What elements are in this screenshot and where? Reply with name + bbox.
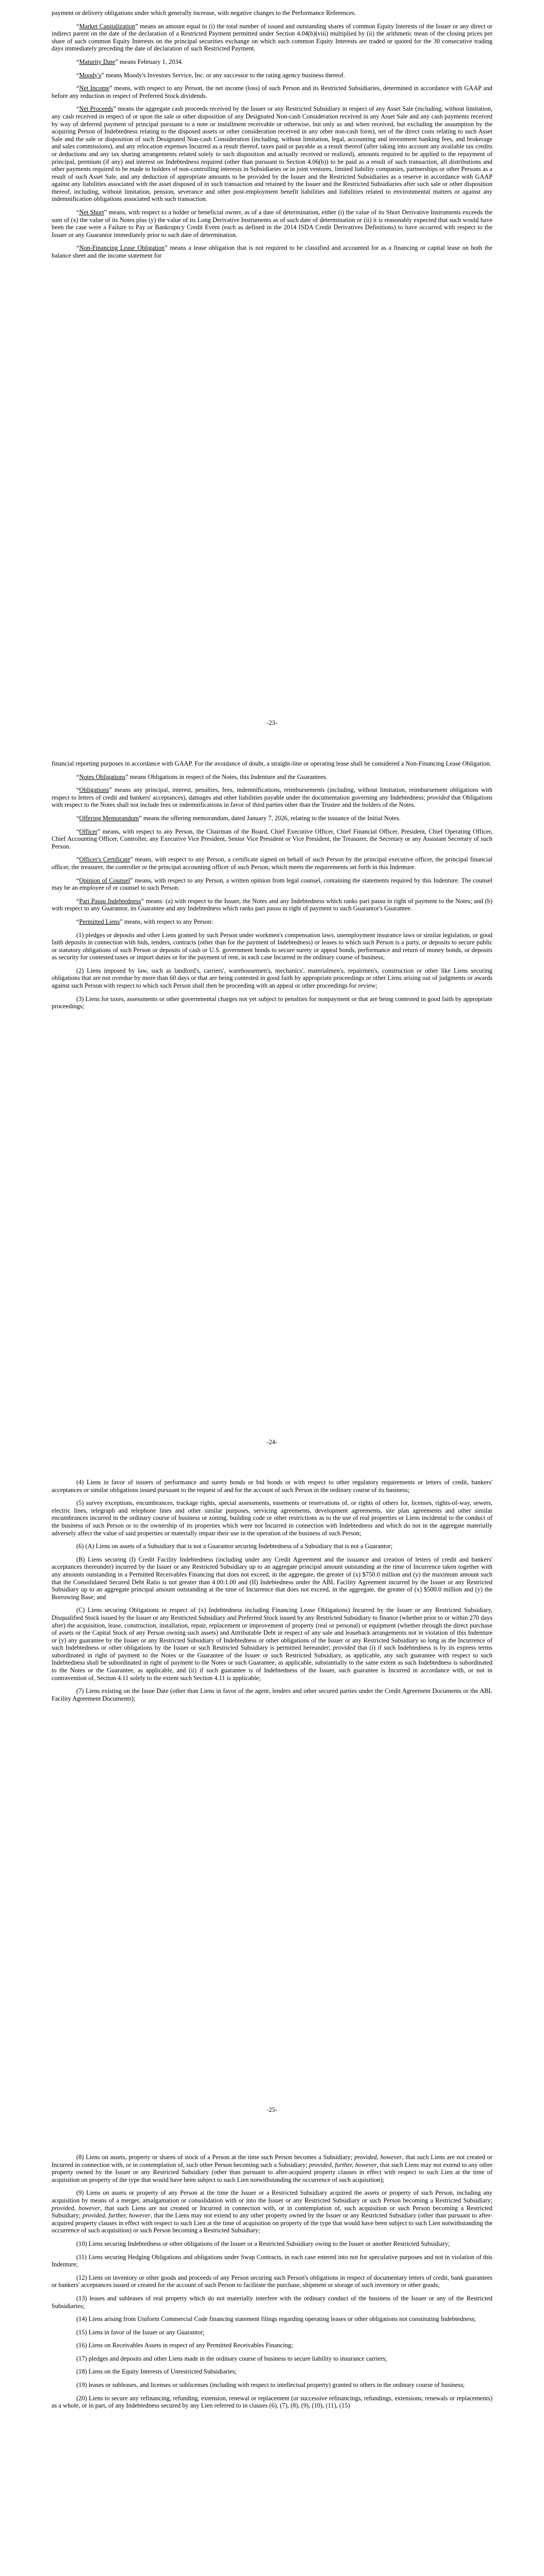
paragraph-text: (16) Liens on Receivables Assets in respect of any Permitted Receivables Financing; — [76, 2342, 293, 2349]
paragraph-text: (9) Liens on assets or property of any Person at the time the Issuer or a Restricted Subsidiary acquired the assets or property of such Person, including any acquisition by means of a merger, amalgamation or consolidation with or into the Issuer or any Restricted Subsidiary or such Person becoming a Restricted Subsidiary; — [52, 2189, 492, 2204]
paragraph-text: (6) (A) Liens on assets of a Subsidiary that is not a Guarantor securing Indebtedness of a Subsidiary that is not a Guarantor; — [76, 1543, 393, 1550]
proviso-emphasis: provided, further, however — [309, 2161, 377, 2168]
defined-term: Obligations — [79, 786, 109, 794]
list-clause-paragraph — [52, 2253, 492, 2268]
document-page-26 — [0, 2154, 544, 2576]
list-clause-paragraph — [52, 2355, 492, 2363]
paragraph-text: (8) Liens on assets, property or shares of stock of a Person at the time such Person becomes a Subsidiary; — [76, 2154, 355, 2161]
paragraph-text: (4) Liens in favor of issuers of performance and surety bonds or bid bonds or with respect to other regulatory requirements or letters of credit, bankers' acceptances or similar obligations issued pursuant to the request of and for the account of such Person in the ordinary course of its business; — [52, 1479, 492, 1494]
paragraph-text-tail: , that such Liens may not extend to any other property owned by the Issuer or any Restricted Subsidiary (other than pursuant to after-acquired property clauses in effect with respect to such Lien at the time of acquisition on property of the type that would have been subject to such Lien notwithstanding the occurrence of such acquisition); — [52, 2161, 492, 2183]
defined-term: Officer — [79, 827, 98, 835]
page-number-25: -25- — [267, 2106, 277, 2113]
paragraph-text: means, with respect to any Person, a written opinion from legal counsel, containing the statements required by this Indenture. The counsel may be an employee of or counsel to such Person. — [52, 876, 492, 892]
paragraph-text-tail: that (i) if such Indebtedness is by its express terms subordinated in right of payment to the Notes or the Guarantee of the Issuer or such Restricted Subsidiary, as applicable, any such guarantee with respect to such Indebtedness shall be subordinated in right of payment to the Notes or such Guarantee, as applicable, substantially to the same extent as such Indebtedness is subordinated to the Notes or the Guarantee, as applicable, and (ii) if such guarantee is of Indebtedness of the Issuer, such guarantee is Incurred in accordance with, or not in contravention of, Section 4.11 solely to the extent such Section 4.11 is applicable; — [52, 1644, 492, 1682]
list-clause-paragraph — [52, 2395, 492, 2410]
paragraph-text: (7) Liens existing on the Issue Date (other than Liens in favor of the agent, lenders and other secured parties under the Credit Agreement Documents or the ABL Facility Agreement Documents); — [52, 1687, 492, 1702]
paragraph-text: means Moody's Investors Service, Inc. or any successor to the rating agency business thereof. — [104, 71, 345, 79]
paragraph-text-tail: that Obligations with respect to the Notes shall not include fees or indemnifications in favor of third parties other than the Trustee and the holders of the Notes. — [52, 793, 492, 809]
list-clause-paragraph — [52, 2342, 492, 2349]
paragraph-text: (3) Liens for taxes, assessments or other governmental charges not yet subject to penalties for nonpayment or that are being contested in good faith by appropriate proceedings; — [52, 995, 492, 1010]
defined-term: Officer's Certificate — [79, 856, 130, 863]
list-clause-paragraph — [52, 2154, 492, 2183]
list-clause-paragraph — [52, 2329, 492, 2336]
paragraph-text: means February 1, 2034. — [118, 58, 183, 65]
proviso-emphasis: provided, further, however — [83, 2212, 151, 2219]
definition-paragraph: “Officer” means, with respect to any Person, the Chairman of the Board, Chief Executive Officer, Chief Financial Officer, President, Chief Operating Officer, Chief Accounting Officer, Controller, any Executive Vice President, Senior Vice President or Vice President, the Treasurer, the Secretary or any Assistant Secretary of such Person. — [52, 827, 492, 850]
definition-paragraph: “Net Short” means, with respect to a holder or beneficial owner, as of a date of determination, either (i) the value of its Short Derivative Instruments exceeds the sum of (x) the value of its Notes plus (y) the value of its Long Derivative Instruments as of such date of determination or (ii) it is reasonably expected that such would have been the case were a Failure to Pay or Bankruptcy Credit Event (each as defined in the 2014 ISDA Credit Derivatives Definitions) to have occurred with respect to the Issuer or any Guarantor immediately prior to such date of determination. — [52, 209, 492, 239]
defined-term: Moody's — [79, 71, 102, 79]
document-page-24 — [0, 760, 544, 1425]
continuation-paragraph — [52, 760, 492, 768]
definition-paragraph: “Offering Memorandum” means the offering memorandum, dated January 7, 2026, relating to the issuance of the Initial Notes. — [76, 814, 401, 822]
defined-term: Opinion of Counsel — [79, 876, 130, 884]
paragraph-text: means a lease obligation that is not required to be classified and accounted for as a financing or capital lease on both the balance sheet and the income statement for — [52, 244, 492, 260]
paragraph-text: (14) Liens arising from Uniform Commercial Code financing statement filings regarding operating leases or other obligations not constituting Indebtedness; — [76, 2315, 476, 2323]
paragraph-text: (1) pledges or deposits and other Liens granted by such Person under workmen's compensation laws, unemployment insurance laws or similar legislation, or good faith deposits in connection with bids, tenders, contracts (other than for the payment of Indebtedness) or leases to which such Person is a party, or deposits to secure public or statutory obligations of such Person or deposits of cash or U.S. government bonds to secure surety or appeal bonds, performance and return of money bonds, or deposits as security for contested taxes or import duties or for the payment of rent, in each case Incurred in the ordinary course of business; — [52, 931, 492, 961]
document-page-25 — [0, 1479, 544, 2112]
paragraph-text: means, with respect to any Person, the net income (loss) of such Person and its Restricted Subsidiaries, determined in accordance with GAAP and before any reduction in respect of Preferred Stock dividends. — [52, 84, 492, 99]
list-clause-paragraph — [52, 1687, 492, 1702]
paragraph-text: (20) Liens to secure any refinancing, refunding, extension, renewal or replacement (or successive refinancings, refundings, extensions, renewals or replacements) as a whole, or in part, of any Indebtedness secured by any Lien referred to in clauses (6), (7), (8), (9), (10), (11), (15) — [52, 2394, 492, 2410]
paragraph-text: means, with respect to any Person, a certificate signed on behalf of such Person by the principal executive officer, the principal financial officer, the treasurer, the controller or the principal accounting officer of such Person, which meets the requirements set forth in this Indenture. — [52, 856, 492, 871]
defined-term: Offering Memorandum — [79, 814, 139, 822]
paragraph-text: payment or delivery obligations under which generally increase, with negative changes to the Performance References. — [52, 9, 356, 16]
list-clause-paragraph — [52, 967, 492, 990]
defined-term: Net Short — [79, 209, 104, 216]
paragraph-text: (B) Liens securing (I) Credit Facility Indebtedness (including under any Credit Agreement and the issuance and creation of letters of credit and bankers' acceptances thereunder) incurred by the Issuer or any Restricted Subsidiary up to an aggregate principal amount outstanding at the time of Incurrence taken together with any amounts outstanding in a Permitted Receivables Financing that does not exceed, in the aggregate, the greater of (x) $750.0 million and (y) the maximum amount such that the Consolidated Secured Debt Ratio is not greater than 4.00:1.00 and (II) Indebtedness under the ABL Facility Agreement incurred by the Issuer or any Restricted Subsidiary up to an aggregate principal amount outstanding at the time of Incurrence that does not exceed, in the aggregate, the greater of (x) $500.0 million and (y) the Borrowing Base; and — [52, 1555, 492, 1601]
list-clause-paragraph — [52, 2274, 492, 2289]
page-number-24: -24- — [267, 1438, 277, 1446]
defined-term: Non-Financing Lease Obligation — [79, 244, 165, 252]
paragraph-text: (11) Liens securing Hedging Obligations and obligations under Swap Contracts, in each case entered into not for speculative purposes and not in violation of this Indenture; — [52, 2253, 492, 2268]
definition-paragraph: “Net Income” means, with respect to any Person, the net income (loss) of such Person and its Restricted Subsidiaries, determined in accordance with GAAP and before any reduction in respect of Preferred Stock dividends. — [52, 84, 492, 99]
paragraph-text: means, with respect to any Person, the Chairman of the Board, Chief Executive Officer, Chief Financial Officer, President, Chief Operating Officer, Chief Accounting Officer, Controller, any Executive Vice President, Senior Vice President or Vice President, the Treasurer, the Secretary or any Assistant Secretary of such Person. — [52, 827, 492, 850]
page-number-23: -23- — [267, 719, 277, 726]
paragraph-text: means, with respect to any Person: — [122, 918, 213, 925]
paragraph-text-tail: , that the Liens may not extend to any other property owned by the Issuer or any Restricted Subsidiary (other than pursuant to after-acquired property clauses in effect with respect to such Lien at the time of acquisition on property of the type that would have been subject to such Lien notwithstanding the occurrence of such acquisition) or such Person becoming a Restricted Subsidiary; — [52, 2212, 493, 2234]
document-page-23 — [0, 9, 544, 733]
proviso-emphasis: provided — [427, 793, 450, 801]
paragraph-text: means, with respect to a holder or beneficial owner, as of a date of determination, either (i) the value of its Short Derivative Instruments exceeds the sum of (x) the value of its Notes plus (y) the value of its Long Derivative Instruments as of such date of determination or (ii) it is reasonably expected that such would have been the case were a Failure to Pay or Bankruptcy Credit Event (each as defined in the 2014 ISDA Credit Derivatives Definitions) to have occurred with respect to the Issuer or any Guarantor immediately prior to such date of determination. — [52, 209, 492, 239]
list-clause-paragraph — [52, 1556, 492, 1601]
list-clause-paragraph — [52, 995, 492, 1010]
definition-paragraph: “Officer's Certificate” means, with respect to any Person, a certificate signed on behalf of such Person by the principal executive officer, the principal financial officer, the treasurer, the controller or the principal accounting officer of such Person, which meets the requirements set forth in this Indenture. — [52, 856, 492, 871]
defined-term: Pari Passu Indebtedness — [79, 897, 141, 905]
definition-paragraph: “Market Capitalization” means an amount equal to (i) the total number of issued and outstanding shares of common Equity Interests of the Issuer or any direct or indirect parent on the date of the declaration of a Restricted Payment permitted under Section 4.04(b)(viii) multiplied by (ii) the arithmetic mean of the closing prices per share of such common Equity Interests on the principal securities exchange on which such common Equity Interests are traded or quoted for the 30 consecutive trading days immediately preceding the date of declaration of such Restricted Payment. — [52, 22, 493, 53]
proviso-emphasis: provided, however — [354, 2154, 402, 2161]
defined-term: Net Proceeds — [79, 105, 113, 113]
defined-term: Net Income — [79, 84, 110, 92]
paragraph-text: means an amount equal to (i) the total number of issued and outstanding shares of common Equity Interests of the Issuer or any direct or indirect parent on the date of the declaration of a Restricted Payment permitted under Section 4.04(b)(viii) multiplied by (ii) the arithmetic mean of the closing prices per share of such common Equity Interests on the principal securities exchange on which such common Equity Interests are traded or quoted for the 30 consecutive trading days immediately preceding the date of declaration of such Restricted Payment. — [52, 22, 493, 53]
paragraph-text: (19) leases or subleases, and licenses or sublicenses (including with respect to intellectual property) granted to others in the ordinary course of business; — [76, 2381, 465, 2389]
defined-term: Maturity Date — [79, 58, 116, 65]
definition-paragraph: “Opinion of Counsel” means, with respect to any Person, a written opinion from legal counsel, containing the statements required by this Indenture. The counsel may be an employee of or counsel to such Person. — [52, 876, 492, 892]
paragraph-text: (5) survey exceptions, encumbrances, trackage rights, special assessments, easements or reservations of, or rights of others for, licenses, rights-of-way, sewers, electric lines, telegraph and telephone lines and other similar purposes, servicing agreements, development agreements, site plan agreements and other similar encumbrances incurred in the ordinary course of business or zoning, building code or other restrictions as to the use of real properties or Liens incidental to the conduct of the business of such Person or to the ownership of its properties which were not Incurred in connection with Indebtedness and which do not in the aggregate materially adversely affect the value of said properties or materially impair their use in the operation of the business of such Person; — [52, 1499, 492, 1537]
list-clause-paragraph — [52, 2240, 492, 2248]
list-clause-paragraph — [52, 1499, 492, 1537]
list-clause-paragraph — [52, 931, 492, 961]
defined-term: Notes Obligations — [79, 773, 126, 781]
definition-paragraph: “Pari Passu Indebtedness” means: (a) with respect to the Issuer, the Notes and any Indebtedness which ranks pari passu in right of payment to the Notes; and (b) with respect to any Guarantor, its Guarantee and any Indebtedness which ranks pari passu in right of payment to such Guarantor's Guarantee. — [52, 897, 492, 912]
list-clause-paragraph — [52, 2381, 492, 2389]
paragraph-text: financial reporting purposes in accordance with GAAP. For the avoidance of doubt, a straight-line or operating lease shall be considered a Non-Financing Lease Obligation. — [52, 760, 491, 767]
definition-paragraph: “Notes Obligations” means Obligations in respect of the Notes, this Indenture and the Guarantees. — [76, 773, 327, 781]
paragraph-text: means the aggregate cash proceeds received by the Issuer or any Restricted Subsidiary in respect of any Asset Sale (including, without limitation, any cash received in respect of or upon the sale or other disposition of any Designated Non-cash Consideration received in any Asset Sale and any cash payments received by way of deferred payment of principal pursuant to a note or installment receivable or otherwise, but only as and when received, but excluding the assumption by the acquiring Person of Indebtedness relating to the disposed assets or other consideration received in any other non-cash form), net of the direct costs relating to such Asset Sale and the sale or disposition of such Designated Non-cash Consideration (including, without limitation, legal, accounting and investment banking fees, and brokerage and sales commissions), and any relocation expenses Incurred as a result thereof, taxes paid or payable as a result thereof (after taking into account any available tax credits or deductions and any tax sharing arrangements related solely to such disposition and actually received or realized), amounts required to be applied to the repayment of principal, premium (if any) and interest on Indebtedness required (other than pursuant to Section 4.06(b)) to be paid as a result of such transaction, all distributions and other payments required to be made to holders of non-controlling interests in Subsidiaries or in joint ventures, limited liability companies, partnerships or other Persons as a result of such Asset Sale, and any deduction of appropriate amounts to be provided by the Issuer and the Restricted Subsidiaries as a reserve in accordance with GAAP against any liabilities associated with the asset disposed of in such transaction and retained by the Issuer and the Restricted Subsidiaries after such sale or other disposition thereof, including, without limitation, pension, severance and other post-employment benefit liabilities and liabilities related to environmental matters or against any indemnification obligations associated with such transaction. — [52, 105, 492, 203]
list-clause-paragraph — [52, 2189, 492, 2234]
paragraph-text-tail: , that such Liens are not created or Incurred in connection with, or in contemplation of, such other Person becoming such a Subsidiary; — [52, 2154, 493, 2168]
paragraph-text: (13) leases and subleases of real property which do not materially interfere with the ordinary conduct of the business of the Issuer or any of the Restricted Subsidiaries; — [52, 2294, 492, 2310]
paragraph-text: (18) Liens on the Equity Interests of Unrestricted Subsidiaries; — [76, 2368, 237, 2376]
paragraph-text: (C) Liens securing Obligations in respect of (x) Indebtedness including Financing Lease Obligations) Incurred by the Issuer or any Restricted Subsidiary, Disqualified Stock issued by the Issuer or any Restricted Subsidiary and Preferred Stock issued by any Restricted Subsidiary to finance (whether prior to or within 270 days after) the acquisition, lease, construction, installation, repair, replacement or improvement of property (real or personal) or equipment (whether through the direct purchase of assets or the Capital Stock of any Person owning such assets) and Attributable Debt in respect of any sale and leaseback arrangements not in violation of this Indenture or (y) any guarantee by the Issuer or any Restricted Subsidiary of Indebtedness or other obligations of the Issuer or any Restricted Subsidiary so long as the Incurrence of such Indebtedness or other obligations by the Issuer or such Restricted Subsidiary is permitted hereunder; — [52, 1606, 492, 1652]
list-clause-paragraph — [52, 2315, 492, 2323]
paragraph-text: (17) pledges and deposits and other Liens made in the ordinary course of business to secure liability to insurance carriers; — [76, 2354, 387, 2362]
definition-paragraph: “Moody's” means Moody's Investors Service, Inc. or any successor to the rating agency business thereof. — [76, 71, 345, 79]
paragraph-text: (10) Liens securing Indebtedness or other obligations of the Issuer or a Restricted Subsidiary owing to the Issuer or another Restricted Subsidiary; — [76, 2240, 450, 2247]
paragraph-text: (2) Liens imposed by law, such as landlord's, carriers', warehousemen's, mechanics', materialmen's, repairmen's, construction or other like Liens securing obligations that are not overdue by more than 60 days or that are being contested in good faith by appropriate proceedings or other Liens arising out of judgments or awards against such Person with respect to which such Person shall then be proceeding with an appeal or other proceedings for review; — [52, 967, 492, 990]
paragraph-text: means any principal, interest, penalties, fees, indemnifications, reimbursements (including, without limitation, reimbursement obligations with respect to letters of credit and bankers' acceptances), damages and other liabilities payable under the documentation governing any Indebtedness; — [52, 786, 492, 801]
continuation-paragraph — [52, 9, 492, 17]
definition-paragraph: “Obligations” means any principal, interest, penalties, fees, indemnifications, reimbursements (including, without limitation, reimbursement obligations with respect to letters of credit and bankers' acceptances), damages and other liabilities payable under the documentation governing any Indebtedness; provided that Obligations with respect to the Notes shall not include fees or indemnifications in favor of third parties other than the Trustee and the holders of the Notes. — [52, 786, 492, 809]
list-clause-paragraph — [52, 1479, 492, 1494]
paragraph-text: means Obligations in respect of the Notes, this Indenture and the Guarantees. — [128, 773, 327, 781]
definition-paragraph: “Net Proceeds” means the aggregate cash proceeds received by the Issuer or any Restricted Subsidiary in respect of any Asset Sale (including, without limitation, any cash received in respect of or upon the sale or other disposition of any Designated Non-cash Consideration received in any Asset Sale and any cash payments received by way of deferred payment of principal pursuant to a note or installment receivable or otherwise, but only as and when received, but excluding the assumption by the acquiring Person of Indebtedness relating to the disposed assets or other consideration received in any other non-cash form), net of the direct costs relating to such Asset Sale and the sale or disposition of such Designated Non-cash Consideration (including, without limitation, legal, accounting and investment banking fees, and brokerage and sales commissions), and any relocation expenses Incurred as a result thereof, taxes paid or payable as a result thereof (after taking into account any available tax credits or deductions and any tax sharing arrangements related solely to such disposition and actually received or realized), amounts required to be applied to the repayment of principal, premium (if any) and interest on Indebtedness required (other than pursuant to Section 4.06(b)) to be paid as a result of such transaction, all distributions and other payments required to be made to holders of non-controlling interests in Subsidiaries or in joint ventures, limited liability companies, partnerships or other Persons as a result of such Asset Sale, and any deduction of appropriate amounts to be provided by the Issuer and the Restricted Subsidiaries as a reserve in accordance with GAAP against any liabilities associated with the asset disposed of in such transaction and retained by the Issuer and the Restricted Subsidiaries after such sale or other disposition thereof, including, without limitation, pension, severance and other post-employment benefit liabilities and liabilities related to environmental matters or against any indemnification obligations associated with such transaction. — [52, 105, 492, 203]
paragraph-text: (15) Liens in favor of the Issuer or any Guarantor; — [76, 2328, 205, 2336]
defined-term: Permitted Liens — [79, 918, 120, 925]
definition-paragraph: “Non-Financing Lease Obligation” means a lease obligation that is not required to be classified and accounted for as a financing or capital lease on both the balance sheet and the income statement for — [52, 244, 492, 260]
list-clause-paragraph — [52, 2295, 492, 2310]
list-clause-paragraph — [52, 2368, 492, 2376]
definition-paragraph: “Maturity Date” means February 1, 2034. — [76, 58, 183, 65]
paragraph-text: means: (a) with respect to the Issuer, the Notes and any Indebtedness which ranks pari passu in right of payment to the Notes; and (b) with respect to any Guarantor, its Guarantee and any Indebtedness which ranks pari passu in right of payment to such Guarantor's Guarantee. — [52, 897, 492, 912]
paragraph-text-tail: , that such Liens are not created or Incurred in connection with, or in contemplation of, such acquisition or such Person becoming a Restricted Subsidiary; — [52, 2204, 492, 2219]
proviso-emphasis: provided — [333, 1644, 356, 1652]
list-clause-paragraph — [52, 1543, 492, 1550]
list-clause-paragraph — [52, 1606, 492, 1682]
paragraph-text: means the offering memorandum, dated January 7, 2026, relating to the issuance of the Initial Notes. — [141, 814, 401, 822]
defined-term: Market Capitalization — [79, 22, 136, 30]
proviso-emphasis: provided, however — [52, 2204, 101, 2212]
definition-paragraph: “Permitted Liens” means, with respect to any Person: — [76, 918, 213, 925]
paragraph-text: (12) Liens on inventory or other goods and proceeds of any Person securing such Person's obligations in respect of documentary letters of credit, bank guarantees or bankers' acceptances issued or created for the account of such Person to facilitate the purchase, shipment or storage of such inventory or other goods; — [52, 2274, 492, 2289]
